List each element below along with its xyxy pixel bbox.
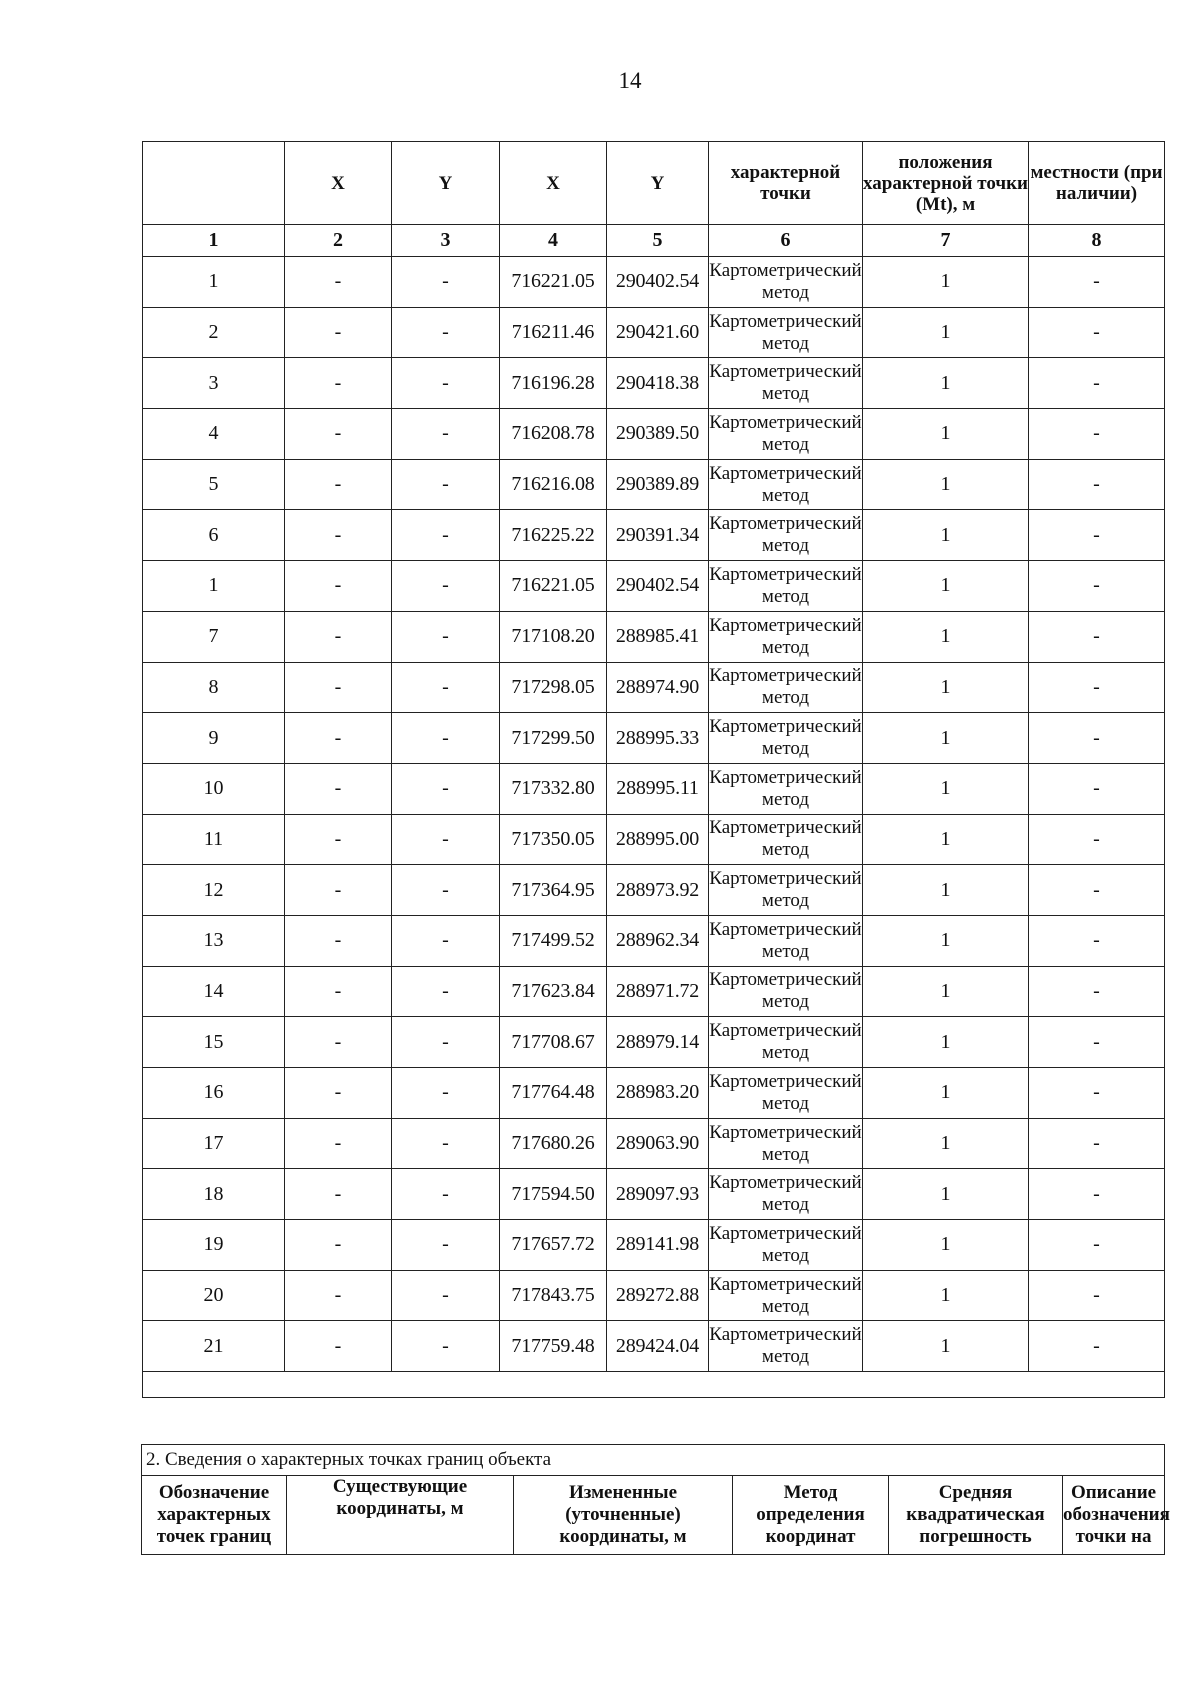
x-old-cell: -: [285, 510, 392, 561]
x-new-cell: 716196.28: [500, 358, 607, 409]
x-old-cell: -: [285, 1118, 392, 1169]
table-row: [143, 814, 1165, 865]
description-cell: -: [1029, 662, 1165, 713]
y-new-cell: 288985.41: [607, 611, 709, 662]
x-old-cell: -: [285, 307, 392, 358]
table-row: [143, 1321, 1165, 1372]
table-row: [143, 1270, 1165, 1321]
y-old-cell: -: [392, 713, 500, 764]
description-cell: -: [1029, 561, 1165, 612]
y-new-cell: 290402.54: [607, 561, 709, 612]
header-cell: местности (при наличии): [1029, 142, 1165, 225]
x-old-cell: -: [285, 561, 392, 612]
column-number: 1: [143, 225, 285, 257]
header-cell: [143, 142, 285, 225]
header-cell: X: [500, 142, 607, 225]
section2-caption-row: [142, 1445, 1165, 1476]
header-cell: X: [285, 142, 392, 225]
y-new-cell: 289063.90: [607, 1118, 709, 1169]
table-row: [143, 257, 1165, 308]
mt-cell: 1: [863, 459, 1029, 510]
x-old-cell: -: [285, 814, 392, 865]
table-row: [143, 358, 1165, 409]
method-cell: Картометрический метод: [709, 510, 863, 561]
y-old-cell: -: [392, 1321, 500, 1372]
table-row: [143, 561, 1165, 612]
y-new-cell: 289424.04: [607, 1321, 709, 1372]
x-new-cell: 717843.75: [500, 1270, 607, 1321]
x-new-cell: 717680.26: [500, 1118, 607, 1169]
x-new-cell: 717594.50: [500, 1169, 607, 1220]
method-cell: Картометрический метод: [709, 662, 863, 713]
x-new-cell: 717350.05: [500, 814, 607, 865]
method-cell: Картометрический метод: [709, 1068, 863, 1119]
method-cell: Картометрический метод: [709, 713, 863, 764]
y-new-cell: 288974.90: [607, 662, 709, 713]
method-cell: Картометрический метод: [709, 763, 863, 814]
point-cell: 12: [143, 865, 285, 916]
description-cell: -: [1029, 915, 1165, 966]
y-new-cell: 288971.72: [607, 966, 709, 1017]
description-cell: -: [1029, 307, 1165, 358]
point-cell: 1: [143, 561, 285, 612]
y-old-cell: -: [392, 611, 500, 662]
x-new-cell: 717332.80: [500, 763, 607, 814]
point-cell: 10: [143, 763, 285, 814]
x-new-cell: 717708.67: [500, 1017, 607, 1068]
y-new-cell: 288973.92: [607, 865, 709, 916]
method-cell: Картометрический метод: [709, 966, 863, 1017]
x-old-cell: -: [285, 915, 392, 966]
mt-cell: 1: [863, 814, 1029, 865]
x-new-cell: 716208.78: [500, 409, 607, 460]
point-cell: 21: [143, 1321, 285, 1372]
section2-caption: 2. Сведения о характерных точках границ объекта: [142, 1445, 1165, 1476]
y-old-cell: -: [392, 307, 500, 358]
y-old-cell: -: [392, 358, 500, 409]
point-cell: 11: [143, 814, 285, 865]
mt-cell: 1: [863, 966, 1029, 1017]
description-cell: -: [1029, 510, 1165, 561]
mt-cell: 1: [863, 1321, 1029, 1372]
method-cell: Картометрический метод: [709, 814, 863, 865]
section2-header-cell: Измененные (уточненные) координаты, м: [514, 1476, 733, 1555]
column-number: 4: [500, 225, 607, 257]
table-row: [143, 510, 1165, 561]
mt-cell: 1: [863, 713, 1029, 764]
description-cell: -: [1029, 611, 1165, 662]
method-cell: Картометрический метод: [709, 1118, 863, 1169]
x-old-cell: -: [285, 865, 392, 916]
section2-header-row: [142, 1476, 1165, 1555]
mt-cell: 1: [863, 1169, 1029, 1220]
description-cell: -: [1029, 409, 1165, 460]
table-row: [143, 409, 1165, 460]
x-old-cell: -: [285, 257, 392, 308]
y-old-cell: -: [392, 865, 500, 916]
mt-cell: 1: [863, 307, 1029, 358]
x-new-cell: 717759.48: [500, 1321, 607, 1372]
y-old-cell: -: [392, 1118, 500, 1169]
description-cell: -: [1029, 358, 1165, 409]
mt-cell: 1: [863, 1220, 1029, 1271]
method-cell: Картометрический метод: [709, 611, 863, 662]
table-row: [143, 865, 1165, 916]
column-number: 2: [285, 225, 392, 257]
table-row: [143, 915, 1165, 966]
point-cell: 20: [143, 1270, 285, 1321]
x-old-cell: -: [285, 1068, 392, 1119]
table-row: [143, 713, 1165, 764]
mt-cell: 1: [863, 257, 1029, 308]
point-cell: 1: [143, 257, 285, 308]
point-cell: 16: [143, 1068, 285, 1119]
description-cell: -: [1029, 459, 1165, 510]
description-cell: -: [1029, 966, 1165, 1017]
point-cell: 5: [143, 459, 285, 510]
column-number: 8: [1029, 225, 1165, 257]
x-old-cell: -: [285, 611, 392, 662]
description-cell: -: [1029, 1321, 1165, 1372]
x-new-cell: 717298.05: [500, 662, 607, 713]
point-cell: 8: [143, 662, 285, 713]
x-old-cell: -: [285, 358, 392, 409]
description-cell: -: [1029, 1169, 1165, 1220]
method-cell: Картометрический метод: [709, 561, 863, 612]
method-cell: Картометрический метод: [709, 865, 863, 916]
x-old-cell: -: [285, 1017, 392, 1068]
header-cell: характерной точки: [709, 142, 863, 225]
y-new-cell: 290391.34: [607, 510, 709, 561]
y-new-cell: 289097.93: [607, 1169, 709, 1220]
table-empty-row: [143, 1372, 1165, 1398]
method-cell: Картометрический метод: [709, 409, 863, 460]
y-old-cell: -: [392, 561, 500, 612]
method-cell: Картометрический метод: [709, 459, 863, 510]
x-old-cell: -: [285, 1169, 392, 1220]
x-new-cell: 716221.05: [500, 257, 607, 308]
x-new-cell: 717623.84: [500, 966, 607, 1017]
point-cell: 17: [143, 1118, 285, 1169]
y-new-cell: 288983.20: [607, 1068, 709, 1119]
y-new-cell: 290389.89: [607, 459, 709, 510]
x-new-cell: 716221.05: [500, 561, 607, 612]
mt-cell: 1: [863, 915, 1029, 966]
y-new-cell: 289272.88: [607, 1270, 709, 1321]
x-new-cell: 716216.08: [500, 459, 607, 510]
x-new-cell: 716225.22: [500, 510, 607, 561]
x-old-cell: -: [285, 459, 392, 510]
method-cell: Картометрический метод: [709, 358, 863, 409]
y-old-cell: -: [392, 1068, 500, 1119]
method-cell: Картометрический метод: [709, 1017, 863, 1068]
y-new-cell: 290418.38: [607, 358, 709, 409]
section2-header-cell: Обозначение характерных точек границ: [142, 1476, 287, 1555]
mt-cell: 1: [863, 409, 1029, 460]
table-row: [143, 662, 1165, 713]
boundary-points-table: [142, 141, 1165, 1398]
point-cell: 15: [143, 1017, 285, 1068]
y-new-cell: 288995.11: [607, 763, 709, 814]
mt-cell: 1: [863, 510, 1029, 561]
y-new-cell: 289141.98: [607, 1220, 709, 1271]
method-cell: Картометрический метод: [709, 1169, 863, 1220]
y-old-cell: -: [392, 915, 500, 966]
point-cell: 7: [143, 611, 285, 662]
y-old-cell: -: [392, 409, 500, 460]
table-row: [143, 1017, 1165, 1068]
table-row: [143, 763, 1165, 814]
method-cell: Картометрический метод: [709, 257, 863, 308]
x-old-cell: -: [285, 1270, 392, 1321]
table-body: [143, 257, 1165, 1372]
description-cell: -: [1029, 713, 1165, 764]
method-cell: Картометрический метод: [709, 1321, 863, 1372]
point-cell: 13: [143, 915, 285, 966]
column-number: 5: [607, 225, 709, 257]
y-new-cell: 288995.00: [607, 814, 709, 865]
table-row: [143, 307, 1165, 358]
x-old-cell: -: [285, 409, 392, 460]
description-cell: -: [1029, 814, 1165, 865]
y-old-cell: -: [392, 966, 500, 1017]
empty-cell: [143, 1372, 1165, 1398]
method-cell: Картометрический метод: [709, 915, 863, 966]
y-old-cell: -: [392, 1220, 500, 1271]
y-old-cell: -: [392, 814, 500, 865]
y-old-cell: -: [392, 662, 500, 713]
y-new-cell: 290389.50: [607, 409, 709, 460]
point-cell: 2: [143, 307, 285, 358]
x-new-cell: 717657.72: [500, 1220, 607, 1271]
y-old-cell: -: [392, 459, 500, 510]
section2-table: [141, 1444, 1170, 1555]
method-cell: Картометрический метод: [709, 307, 863, 358]
table-row: [143, 459, 1165, 510]
x-old-cell: -: [285, 713, 392, 764]
table-row: [143, 1220, 1165, 1271]
table-header-row: [143, 142, 1165, 225]
y-old-cell: -: [392, 1270, 500, 1321]
section2-header-cell: Средняя квадратическая погрешность: [889, 1476, 1063, 1555]
point-cell: 9: [143, 713, 285, 764]
table-row: [143, 966, 1165, 1017]
section2-header-cell: Описание обозначения точки на: [1063, 1476, 1165, 1555]
x-old-cell: -: [285, 966, 392, 1017]
point-cell: 3: [143, 358, 285, 409]
x-new-cell: 717108.20: [500, 611, 607, 662]
table-row: [143, 611, 1165, 662]
y-new-cell: 288995.33: [607, 713, 709, 764]
header-cell: положения характерной точки (Mt), м: [863, 142, 1029, 225]
mt-cell: 1: [863, 763, 1029, 814]
mt-cell: 1: [863, 865, 1029, 916]
column-number-row: [143, 225, 1165, 257]
x-new-cell: 717299.50: [500, 713, 607, 764]
table-row: [143, 1169, 1165, 1220]
y-old-cell: -: [392, 1169, 500, 1220]
page-number: 14: [618, 68, 642, 93]
header-cell: Y: [607, 142, 709, 225]
mt-cell: 1: [863, 611, 1029, 662]
y-new-cell: 288962.34: [607, 915, 709, 966]
method-cell: Картометрический метод: [709, 1270, 863, 1321]
mt-cell: 1: [863, 1068, 1029, 1119]
description-cell: -: [1029, 865, 1165, 916]
x-old-cell: -: [285, 662, 392, 713]
description-cell: -: [1029, 763, 1165, 814]
column-number: 7: [863, 225, 1029, 257]
y-new-cell: 288979.14: [607, 1017, 709, 1068]
x-old-cell: -: [285, 1321, 392, 1372]
y-old-cell: -: [392, 763, 500, 814]
table-row: [143, 1118, 1165, 1169]
point-cell: 18: [143, 1169, 285, 1220]
section2-header-cell: Существующие координаты, м: [287, 1476, 514, 1555]
mt-cell: 1: [863, 561, 1029, 612]
x-new-cell: 717499.52: [500, 915, 607, 966]
description-cell: -: [1029, 1017, 1165, 1068]
point-cell: 19: [143, 1220, 285, 1271]
x-new-cell: 717364.95: [500, 865, 607, 916]
description-cell: -: [1029, 1068, 1165, 1119]
description-cell: -: [1029, 1118, 1165, 1169]
y-old-cell: -: [392, 510, 500, 561]
method-cell: Картометрический метод: [709, 1220, 863, 1271]
point-cell: 14: [143, 966, 285, 1017]
description-cell: -: [1029, 1270, 1165, 1321]
column-number: 3: [392, 225, 500, 257]
description-cell: -: [1029, 1220, 1165, 1271]
point-cell: 6: [143, 510, 285, 561]
y-new-cell: 290402.54: [607, 257, 709, 308]
mt-cell: 1: [863, 1118, 1029, 1169]
point-cell: 4: [143, 409, 285, 460]
table-row: [143, 1068, 1165, 1119]
y-new-cell: 290421.60: [607, 307, 709, 358]
mt-cell: 1: [863, 1017, 1029, 1068]
x-old-cell: -: [285, 1220, 392, 1271]
header-cell: Y: [392, 142, 500, 225]
y-old-cell: -: [392, 1017, 500, 1068]
mt-cell: 1: [863, 662, 1029, 713]
y-old-cell: -: [392, 257, 500, 308]
section2-header-cell: Метод определения координат: [733, 1476, 889, 1555]
mt-cell: 1: [863, 358, 1029, 409]
x-old-cell: -: [285, 763, 392, 814]
mt-cell: 1: [863, 1270, 1029, 1321]
x-new-cell: 717764.48: [500, 1068, 607, 1119]
column-number: 6: [709, 225, 863, 257]
x-new-cell: 716211.46: [500, 307, 607, 358]
description-cell: -: [1029, 257, 1165, 308]
